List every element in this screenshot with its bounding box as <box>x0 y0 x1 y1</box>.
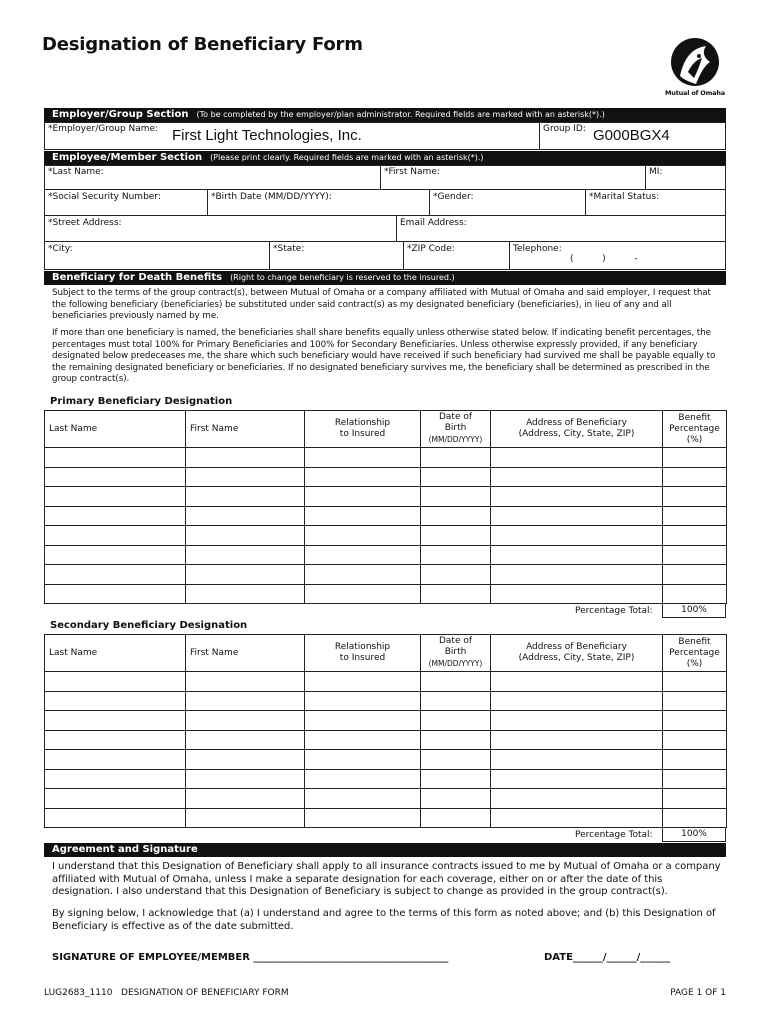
death-benefits-note: (Right to change beneficiary is reserved to the insured.) <box>230 273 455 282</box>
employer-name-label: *Employer/Group Name: <box>48 124 159 134</box>
zip-field[interactable]: *ZIP Code: <box>407 244 455 254</box>
table-header-row <box>45 411 727 448</box>
employee-section-title: Employee/Member Section <box>52 152 203 163</box>
table-row[interactable] <box>45 506 727 526</box>
signature-field[interactable]: SIGNATURE OF EMPLOYEE/MEMBER _______________________________________ <box>52 952 449 963</box>
col-address: Address of Beneficiary (Address, City, State, ZIP) <box>491 635 663 672</box>
col-first-name: First Name <box>186 411 305 448</box>
agreement-para-1: I understand that this Designation of Beneficiary shall apply to all insurance contracts issued to me by Mutual of Omaha or a company affiliated with Mutual of Omaha, unless I make a separate designation for each coverage, either on or after the date of this designation. I also understand that this Designation of Beneficiary is subject to change as provided in the group contract(s). <box>52 861 721 897</box>
table-row[interactable] <box>45 730 727 750</box>
employer-section-note: (To be completed by the employer/plan administrator. Required fields are marked with an asterisk(*).) <box>196 110 605 119</box>
col-percentage: Benefit Percentage (%) <box>663 635 727 672</box>
logo-wordmark: Mutual of Omaha <box>665 89 725 97</box>
group-id-field[interactable]: G000BGX4 <box>593 127 670 144</box>
table-header-row <box>45 635 727 672</box>
first-name-field[interactable]: *First Name: <box>384 167 440 177</box>
secondary-beneficiary-table <box>44 634 727 828</box>
page-number: PAGE 1 OF 1 <box>670 988 726 998</box>
col-first-name: First Name <box>186 635 305 672</box>
marital-status-field[interactable]: *Marital Status: <box>589 192 660 202</box>
middle-initial-field[interactable]: MI: <box>649 167 663 177</box>
form-id: LUG2683_1110 DESIGNATION OF BENEFICIARY FORM <box>44 988 289 998</box>
page-title: Designation of Beneficiary Form <box>42 34 363 55</box>
table-row[interactable] <box>45 711 727 731</box>
col-last-name: Last Name <box>45 411 186 448</box>
employer-name-field[interactable]: First Light Technologies, Inc. <box>172 127 362 144</box>
telephone-mask: ( ) - <box>570 254 638 264</box>
col-last-name: Last Name <box>45 635 186 672</box>
group-id-label: Group ID: <box>543 124 586 134</box>
death-benefits-title: Beneficiary for Death Benefits <box>52 272 223 283</box>
primary-total-label: Percentage Total: <box>575 606 653 616</box>
email-field[interactable]: Email Address: <box>400 218 467 228</box>
table-row[interactable] <box>45 808 727 828</box>
last-name-field[interactable]: *Last Name: <box>48 167 104 177</box>
death-benefits-section-header <box>44 271 726 285</box>
employee-section-header <box>44 151 726 165</box>
col-date-of-birth: Date of Birth (MM/DD/YYYY) <box>421 635 491 672</box>
primary-beneficiary-table <box>44 410 727 604</box>
table-row[interactable] <box>45 584 727 604</box>
secondary-total-label: Percentage Total: <box>575 830 653 840</box>
col-relationship: Relationship to Insured <box>305 635 421 672</box>
table-row[interactable] <box>45 691 727 711</box>
table-row[interactable] <box>45 467 727 487</box>
agreement-title: Agreement and Signature <box>52 844 198 855</box>
employee-section-note: (Please print clearly. Required fields are marked with an asterisk(*).) <box>210 153 484 162</box>
secondary-total-value: 100% <box>662 828 726 842</box>
death-benefits-para-2: If more than one beneficiary is named, the beneficiaries shall share benefits equally unless otherwise stated below. If indicating benefit percentages, the percentages must total 100% for Primary Beneficiaries and 100% for Secondary Beneficiaries. Unless otherwise expressly provided, if any beneficiary designated below predeceases me, the share which such beneficiary would have received if such beneficiary had survived me shall be payable equally to the remaining designated beneficiary or beneficiaries. If no designated beneficiary survives me, the beneficiary shall be determined as prescribed in the group contract(s). <box>52 328 716 384</box>
date-field[interactable]: DATE______/______/______ <box>544 952 671 963</box>
primary-total-value: 100% <box>662 604 726 618</box>
col-percentage: Benefit Percentage (%) <box>663 411 727 448</box>
primary-beneficiary-title: Primary Beneficiary Designation <box>50 396 233 407</box>
death-benefits-para-1: Subject to the terms of the group contract(s), between Mutual of Omaha or a company affiliated with Mutual of Omaha and said employer, I request that the following beneficiary (beneficiaries) be substituted under said contract(s) as my designated beneficiary (beneficiaries), in lieu of any and all beneficiaries previously named by me. <box>52 288 711 321</box>
ssn-field[interactable]: *Social Security Number: <box>48 192 161 202</box>
employer-section-header <box>44 108 726 122</box>
telephone-field[interactable]: Telephone: <box>513 244 562 254</box>
table-row[interactable] <box>45 672 727 692</box>
table-row[interactable] <box>45 789 727 809</box>
table-row[interactable] <box>45 526 727 546</box>
agreement-para-2: By signing below, I acknowledge that (a) I understand and agree to the terms of this form as noted above; and (b) this Designation of Beneficiary is effective as of the date submitted. <box>52 908 716 932</box>
secondary-beneficiary-title: Secondary Beneficiary Designation <box>50 620 248 631</box>
state-field[interactable]: *State: <box>273 244 305 254</box>
table-row[interactable] <box>45 545 727 565</box>
employer-section-title: Employer/Group Section <box>52 109 189 120</box>
table-row[interactable] <box>45 769 727 789</box>
gender-field[interactable]: *Gender: <box>433 192 474 202</box>
col-address: Address of Beneficiary (Address, City, State, ZIP) <box>491 411 663 448</box>
col-date-of-birth: Date of Birth (MM/DD/YYYY) <box>421 411 491 448</box>
col-relationship: Relationship to Insured <box>305 411 421 448</box>
table-row[interactable] <box>45 565 727 585</box>
street-address-field[interactable]: *Street Address: <box>48 218 122 228</box>
city-field[interactable]: *City: <box>48 244 73 254</box>
table-row[interactable] <box>45 750 727 770</box>
table-row[interactable] <box>45 448 727 468</box>
birth-date-field[interactable]: *Birth Date (MM/DD/YYYY): <box>211 192 332 202</box>
table-row[interactable] <box>45 487 727 507</box>
agreement-section-header <box>44 843 726 857</box>
